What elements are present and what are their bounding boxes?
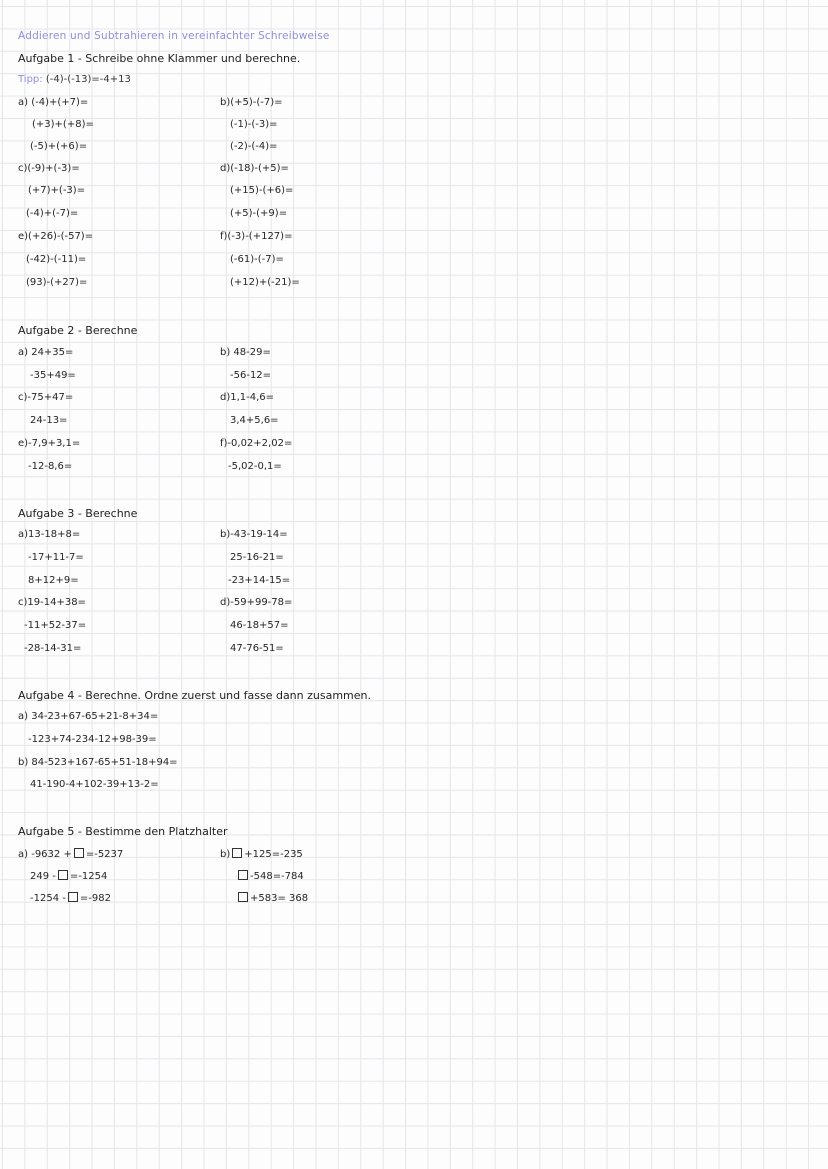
task4-line-1: -123+74-234-12+98-39=	[28, 734, 157, 745]
page-title: Addieren und Subtrahieren in vereinfachter Schreibweise	[18, 30, 330, 42]
task1-left-8: (93)-(+27)=	[26, 277, 88, 288]
task5-right-2	[236, 892, 308, 904]
tip-text: (-4)-(-13)=-4+13	[45, 74, 131, 85]
task5-left-0	[18, 848, 123, 860]
task4-line-2: b) 84-523+167-65+51-18+94=	[18, 757, 178, 768]
task5-right-0-post: +125=-235	[244, 849, 303, 860]
task2-right-3: 3,4+5,6=	[230, 415, 279, 426]
task2-left-5: -12-8,6=	[28, 461, 73, 472]
placeholder-box	[232, 848, 242, 858]
task5-left-1-post: =-1254	[69, 871, 108, 882]
task1-right-2: (-2)-(-4)=	[230, 141, 278, 152]
placeholder-box	[58, 870, 68, 880]
task5-left-2-pre: -1254 -	[30, 893, 66, 904]
task2-right-5: -5,02-0,1=	[228, 461, 282, 472]
task3-left-5: -28-14-31=	[24, 643, 82, 654]
task1-left-2: (-5)+(+6)=	[30, 141, 88, 152]
task5-left-0-pre: a) -9632 +	[18, 849, 72, 860]
task5-left-1-pre: 249 -	[30, 871, 56, 882]
task5-right-0-pre: b)	[220, 849, 231, 860]
task5-right-1-post: -548=-784	[250, 871, 304, 882]
tip-label: Tipp:	[18, 74, 43, 85]
task1-left-0: a) (-4)+(+7)=	[18, 97, 89, 108]
task1-right-8: (+12)+(-21)=	[230, 277, 300, 288]
task3-right-1: 25-16-21=	[230, 552, 284, 563]
task1-right-7: (-61)-(-7)=	[230, 254, 284, 265]
task4-heading: Aufgabe 4 - Berechne. Ordne zuerst und fasse dann zusammen.	[18, 689, 372, 702]
task1-heading: Aufgabe 1 - Schreibe ohne Klammer und berechne.	[18, 52, 301, 65]
task1-left-4: (+7)+(-3)=	[28, 185, 86, 196]
task2-left-4: e)-7,9+3,1=	[18, 438, 81, 449]
task2-right-2: d)1,1-4,6=	[220, 392, 275, 403]
task1-left-6: e)(+26)-(-57)=	[18, 231, 94, 242]
task2-right-0: b) 48-29=	[220, 347, 271, 358]
task2-left-1: -35+49=	[30, 370, 76, 381]
task2-left-0: a) 24+35=	[18, 347, 74, 358]
task3-heading: Aufgabe 3 - Berechne	[18, 507, 138, 520]
task4-line-3: 41-190-4+102-39+13-2=	[30, 779, 159, 790]
task3-right-2: -23+14-15=	[228, 575, 291, 586]
task2-left-2: c)-75+47=	[18, 392, 74, 403]
task2-heading: Aufgabe 2 - Berechne	[18, 324, 138, 337]
task5-left-1	[30, 870, 107, 882]
task1-right-5: (+5)-(+9)=	[230, 208, 288, 219]
task3-left-4: -11+52-37=	[24, 620, 87, 631]
task1-left-3: c)(-9)+(-3)=	[18, 163, 80, 174]
task1-tip	[18, 74, 131, 85]
placeholder-box	[238, 892, 248, 902]
task1-right-0: b)(+5)-(-7)=	[220, 97, 283, 108]
task3-left-2: 8+12+9=	[28, 575, 79, 586]
task2-left-3: 24-13=	[30, 415, 68, 426]
task3-right-5: 47-76-51=	[230, 643, 284, 654]
task3-left-3: c)19-14+38=	[18, 597, 86, 608]
task1-left-1: (+3)+(+8)=	[32, 119, 94, 130]
placeholder-box	[68, 892, 78, 902]
task1-left-7: (-42)-(-11)=	[26, 254, 87, 265]
task3-left-1: -17+11-7=	[28, 552, 84, 563]
task1-right-1: (-1)-(-3)=	[230, 119, 278, 130]
task5-right-1	[236, 870, 304, 882]
task4-line-0: a) 34-23+67-65+21-8+34=	[18, 711, 159, 722]
task1-left-5: (-4)+(-7)=	[26, 208, 79, 219]
task5-right-0	[220, 848, 303, 860]
task1-right-3: d)(-18)-(+5)=	[220, 163, 289, 174]
placeholder-box	[74, 848, 84, 858]
task3-right-3: d)-59+99-78=	[220, 597, 293, 608]
task1-right-6: f)(-3)-(+127)=	[220, 231, 293, 242]
task5-left-2-post: =-982	[79, 893, 111, 904]
task3-right-4: 46-18+57=	[230, 620, 289, 631]
task2-right-4: f)-0,02+2,02=	[220, 438, 293, 449]
task5-left-0-post: =-5237	[85, 849, 124, 860]
task1-right-4: (+15)-(+6)=	[230, 185, 294, 196]
task2-right-1: -56-12=	[230, 370, 272, 381]
task5-right-2-post: +583= 368	[250, 893, 309, 904]
placeholder-box	[238, 870, 248, 880]
task3-right-0: b)-43-19-14=	[220, 529, 288, 540]
task5-heading: Aufgabe 5 - Bestimme den Platzhalter	[18, 825, 228, 838]
task5-left-2	[30, 892, 111, 904]
task3-left-0: a)13-18+8=	[18, 529, 81, 540]
